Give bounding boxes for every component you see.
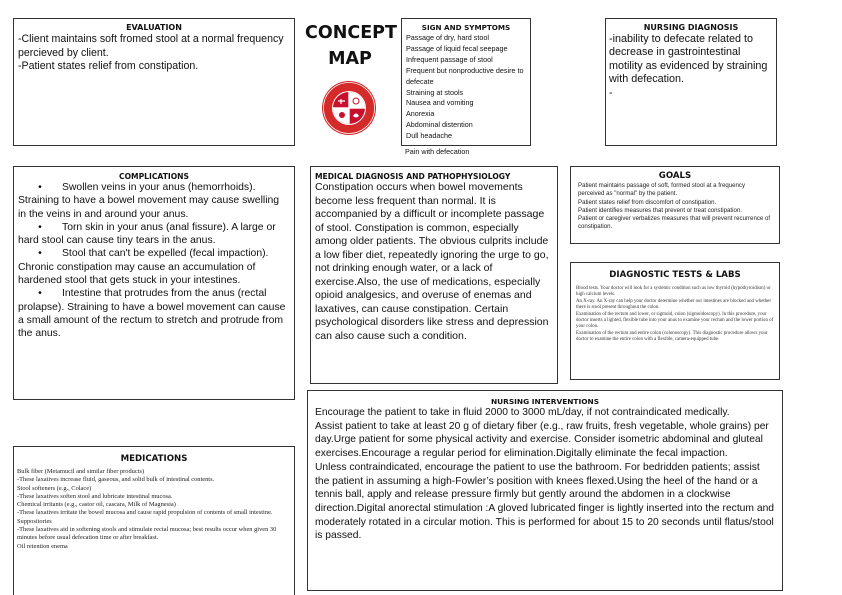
symptom-item: Infrequent passage of stool — [406, 54, 493, 64]
diagnostic-tests-box — [570, 262, 780, 380]
diagnostic-test-item: Blood tests. Your doctor will look for a systemic condition such as low thyroid (hypothyroidism) or high calcium levels. — [576, 286, 771, 298]
complication-text: Intestine that protrudes from the anus (rectal prolapse). Straining to have a bowel movement can cause a small amount of the rectum to stretch and protrude from the anus. — [18, 288, 286, 340]
medical-diagnosis-text: Constipation occurs when bowel movements become less frequent than normal. It is accompanied by a difficult or incomplete passage of stool. Constipation is common, especially among older patients. The obvious culprits include a low fiber diet, repeatedly ignoring the urge to go, not drinking enough water, or a lack of exercise.Also, the use of medications, especially opioid analgesics, and overuse of enemas and laxatives, can cause constipation. Certain psychological disorders like stress and depression can also cause such a condition. — [315, 181, 549, 342]
intervention-paragraph: Unless contraindicated, encourage the patient to use the bathroom. For bedridden patients; assist the patient in assuming a high-Fowler’s position with knees flexed.Using the heel of the hand or a tennis ball, apply and release pressure firmly but gently around the abdomen in a clockwise direction.Digital anorectal stimulation :A gloved lubricated finger is lightly inserted into the rectum and moderately rotated in a circular motion. This is performed for about 15 to 20 seconds until flatus/stool is passed. — [315, 461, 775, 542]
complication-text: Stool that can't be expelled (fecal impaction). Chronic constipation may cause an accumulation of hardened stool that gets stuck in your intestines. — [18, 248, 269, 287]
diagnostic-test-item: Examination of the rectum and lower, or sigmoid, colon (sigmoidoscopy). In this procedure, your doctor inserts a lighted, flexible tube into your anus to examine your rectum and the lower portion of your colon. — [576, 311, 774, 330]
medication-item: Suppositories — [17, 517, 52, 525]
nursing-diagnosis-heading: NURSING DIAGNOSIS — [643, 23, 739, 32]
evaluation-line: -Patient states relief from constipation. — [18, 60, 199, 72]
medication-item: -These laxatives soften stool and lubricate intestinal mucosa. — [17, 492, 173, 500]
medication-item: Chemical irritants (e.g., castor oil, cascara, Milk of Magnesia) — [17, 501, 176, 509]
complication-item — [18, 247, 290, 287]
symptom-item-overflow: Pain with defecation — [405, 147, 470, 156]
evaluation-box — [13, 18, 295, 146]
bullet-icon: • — [38, 288, 42, 300]
symptom-item: defecate — [406, 76, 434, 86]
goals-heading: GOALS — [658, 171, 692, 181]
medications-box — [13, 446, 295, 595]
medication-item: Stool softeners (e.g., Colace) — [17, 484, 92, 492]
title-line-2: MAP — [328, 49, 372, 69]
diagnostic-tests-heading: DIAGNOSTIC TESTS & LABS — [609, 270, 741, 280]
diagnostic-test-item: Examination of the rectum and entire colon (colonoscopy). This diagnostic procedure allows your doctor to examine the entire colon with a flexible, camera-equipped tube. — [576, 330, 768, 343]
college-seal-logo-icon — [321, 80, 377, 136]
symptom-item: Straining at stools — [406, 87, 464, 97]
evaluation-heading: EVALUATION — [126, 23, 182, 32]
signs-symptoms-heading: SIGN AND SYMPTOMS — [421, 23, 511, 32]
diagnostic-test-item: An X-ray. An X-ray can help your doctor determine whether our intestines are blocked and whether there is stool present throughout the colon. — [576, 298, 771, 311]
nursing-interventions-box — [307, 390, 783, 591]
complication-item — [18, 181, 290, 221]
medication-item: -These laxatives aid in softening stools and stimulate rectal mucosa; best results occur when given 30 minutes before usual defecation time or after breakfast. — [17, 526, 277, 542]
symptom-item: Nausea and vomiting — [406, 98, 474, 108]
nursing-interventions-heading: NURSING INTERVENTIONS — [490, 397, 600, 406]
complication-item — [18, 287, 290, 340]
symptom-item: Frequent but nonproductive desire to — [406, 65, 524, 75]
medical-diagnosis-box — [310, 166, 558, 384]
medical-diagnosis-heading: MEDICAL DIAGNOSIS AND PATHOPHYSIOLOGY — [315, 172, 511, 181]
complication-text: Torn skin in your anus (anal fissure). A large or hard stool can cause tiny tears in the anus. — [18, 221, 276, 247]
title-line-1: CONCEPT — [305, 23, 397, 43]
nursing-diagnosis-line: - — [609, 86, 613, 99]
evaluation-line: -Client maintains soft fromed stool at a normal frequency percieved by client. — [18, 33, 284, 59]
complication-item — [18, 221, 290, 248]
bullet-icon: • — [38, 221, 42, 233]
goal-item: Patient states relief from discomfort of constipation. — [578, 198, 717, 206]
symptom-item: Passage of liquid fecal seepage — [406, 43, 508, 53]
symptom-item: Dull headache — [406, 131, 452, 141]
symptom-item: Anorexia — [406, 109, 435, 119]
nursing-diagnosis-box — [605, 18, 777, 146]
medication-item: Bulk fiber (Metamucil and similar fiber products) — [17, 468, 145, 475]
bullet-icon: • — [38, 248, 42, 260]
complication-text: Swollen veins in your anus (hemorrhoids). Straining to have a bowel movement may cause swelling in the veins in and around your anus. — [18, 182, 280, 220]
signs-symptoms-box — [401, 18, 531, 146]
nursing-diagnosis-line: -inability to defecate related to decrease in gastrointestinal motility as evidenced by straining with defecation. — [609, 33, 768, 86]
goal-item: Patient maintains passage of soft, formed stool at a frequency perceived as "normal" by the patient. — [578, 182, 745, 198]
symptom-item: Passage of dry, hard stool — [406, 33, 489, 42]
goals-box — [570, 166, 780, 244]
complications-box — [13, 166, 295, 400]
goal-item: Patient identifies measures that prevent or treat constipation. — [578, 206, 742, 214]
goal-item: Patient or caregiver verbalizes measures that will prevent recurrence of constipation. — [578, 215, 771, 231]
bullet-icon: • — [38, 182, 42, 193]
complications-heading: COMPLICATIONS — [119, 172, 189, 181]
medications-heading: MEDICATIONS — [120, 454, 188, 464]
intervention-paragraph: Encourage the patient to take in fluid 2000 to 3000 mL/day, if not contraindicated medically. — [315, 407, 730, 418]
medication-item: Oil retention enema — [17, 542, 68, 550]
symptom-item: Abdominal distention — [406, 120, 473, 130]
concept-map-title — [305, 20, 395, 72]
intervention-paragraph: Assist patient to take at least 20 g of dietary fiber (e.g., raw fruits, fresh vegetable, whole grains) per day.Urge patient for some physical activity and exercise. Consider isometric abdominal and gluteal exercises.Encourage a regular period for elimination.Digitally eliminate the fecal impaction. — [315, 420, 769, 460]
medication-item: -These laxatives irritate the bowel mucosa and cause rapid propulsion of contents of small intestine. — [17, 509, 273, 517]
medication-item: -These laxatives increase fluid, gaseous, and solid bulk of intestinal contents. — [17, 476, 215, 484]
